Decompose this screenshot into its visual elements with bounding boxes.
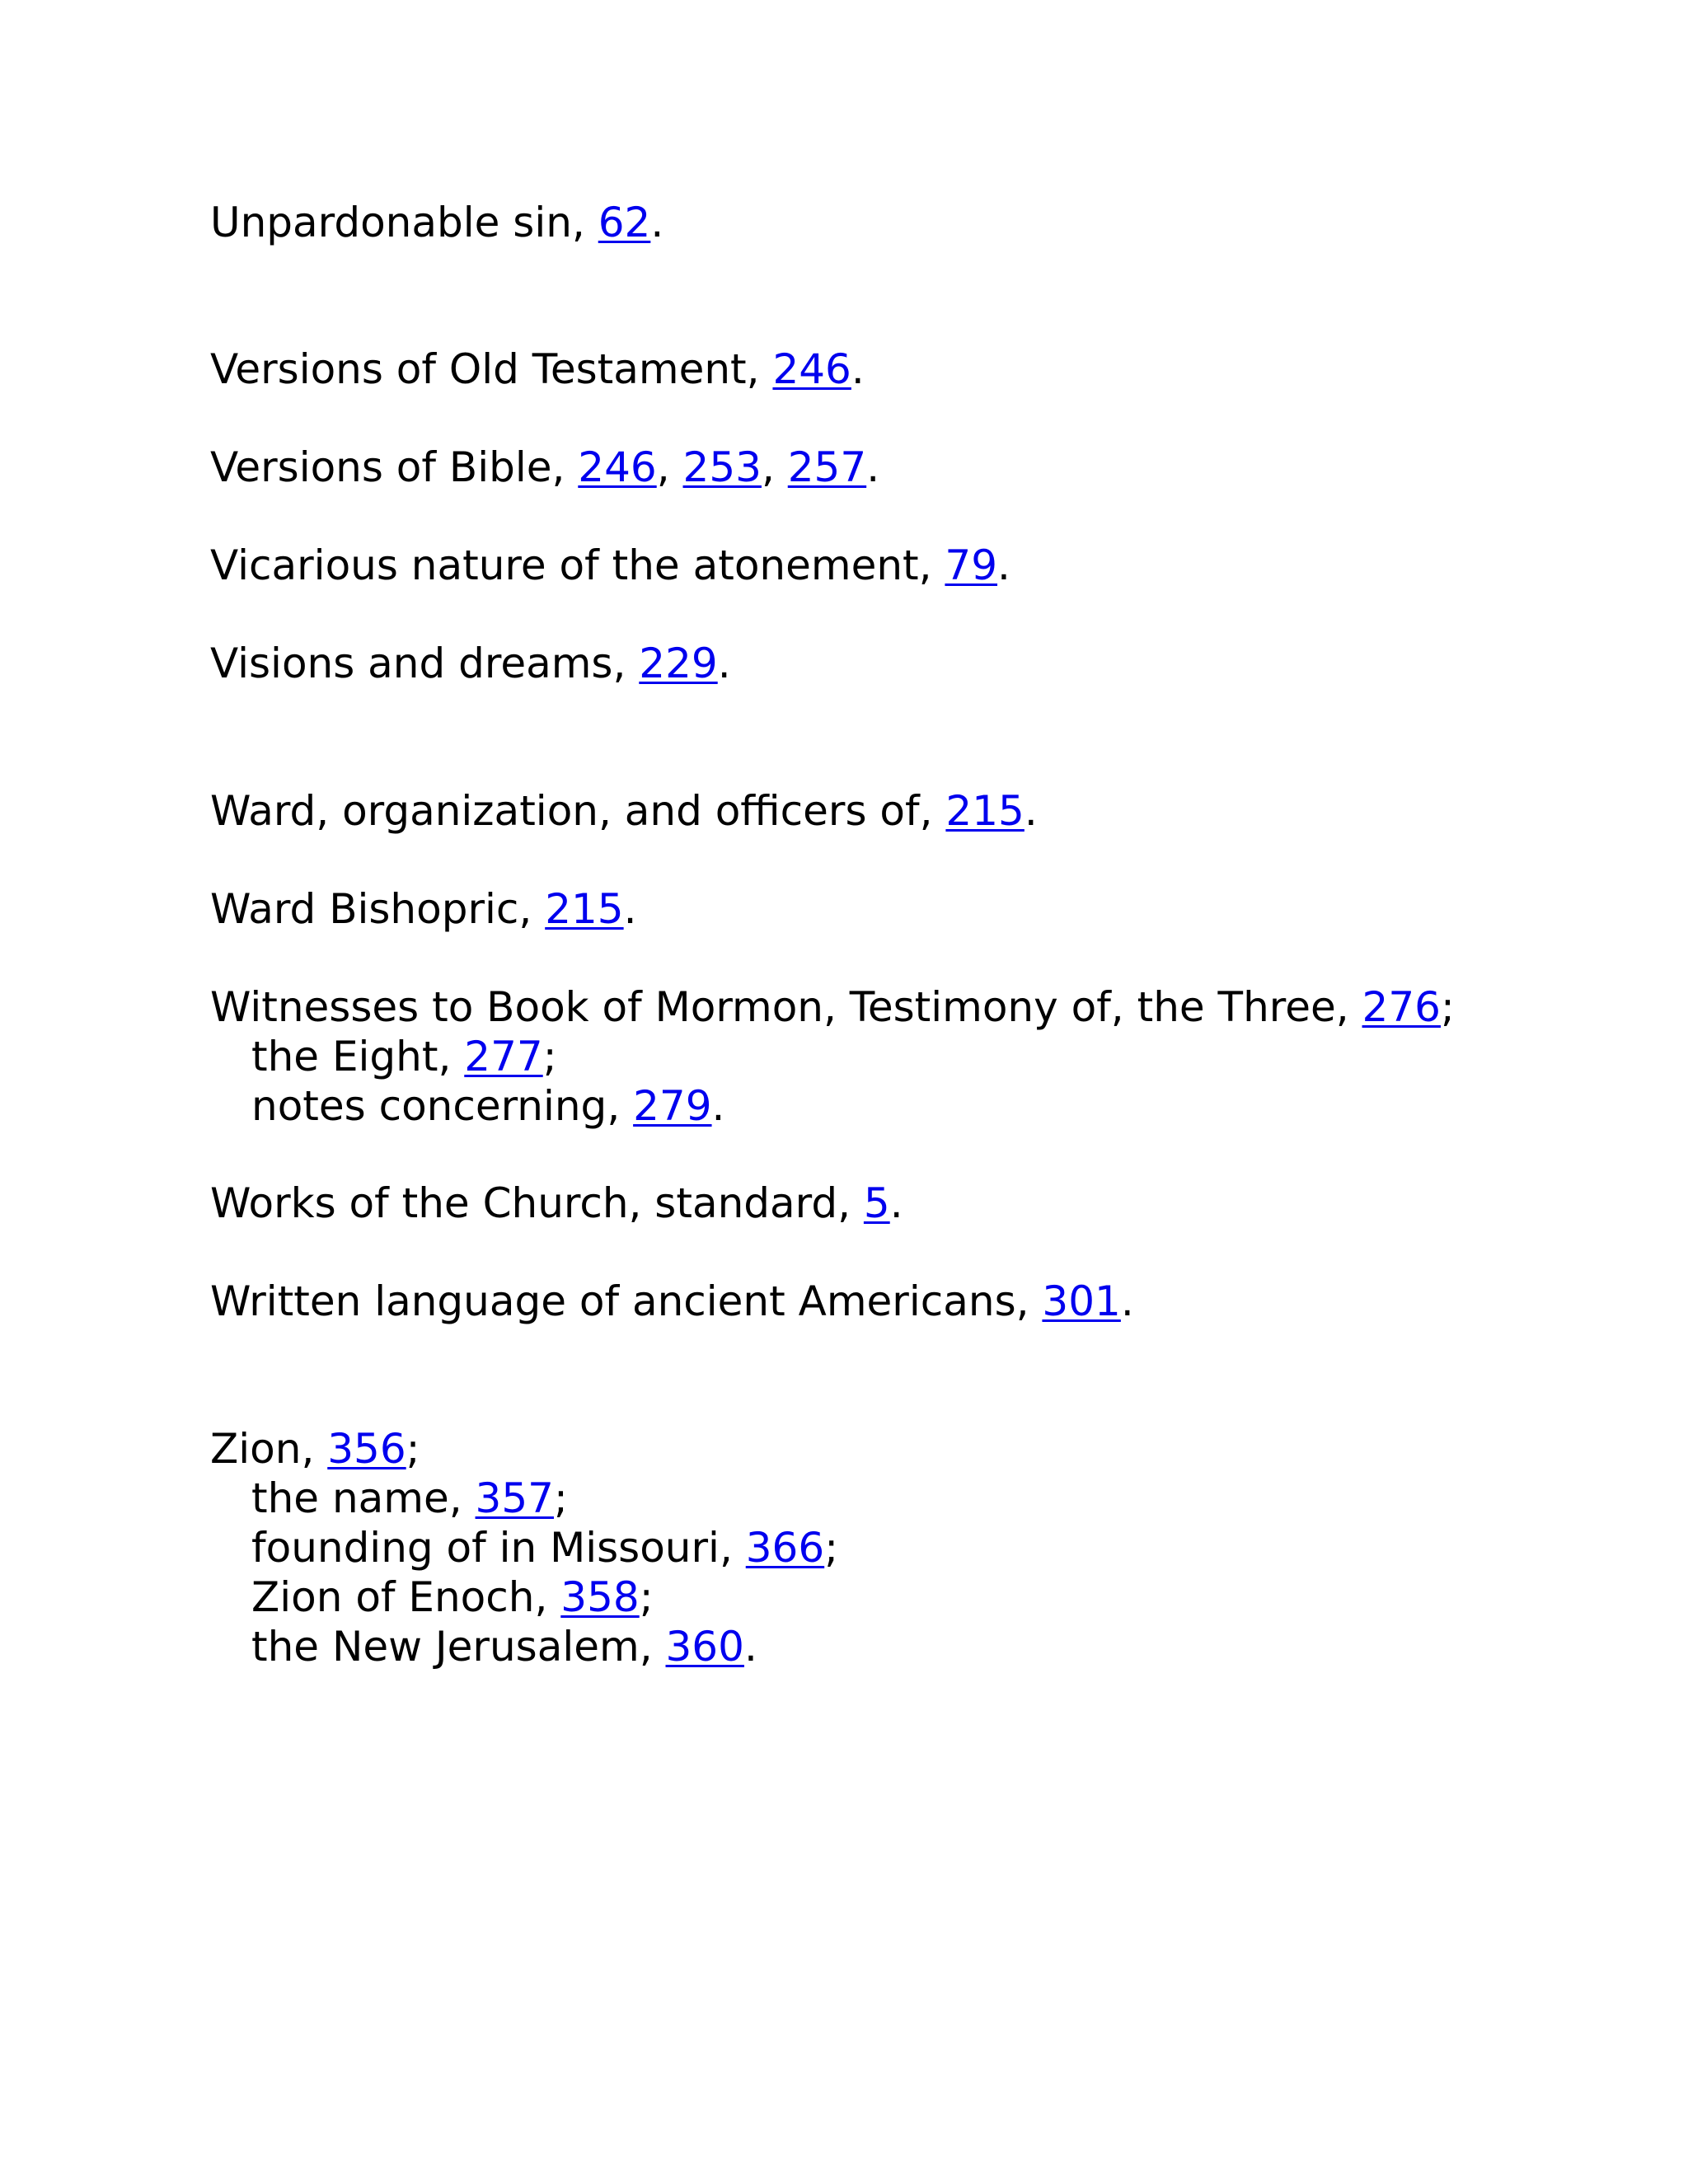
page-link[interactable]: 276 [1362, 983, 1441, 1031]
index-subterm: founding of in Missouri [251, 1524, 720, 1572]
index-subentry: the Eight, 277; [251, 1033, 557, 1080]
index-subentry: founding of in Missouri, 366; [251, 1524, 839, 1572]
index-term: Witnesses to Book of Mormon, Testimony of, the Three [210, 983, 1336, 1031]
index-term: Ward, organization, and officers of [210, 787, 920, 835]
index-subterm: the name [251, 1474, 449, 1522]
index-entry-unpardonable-sin: Unpardonable sin, 62. [210, 199, 664, 246]
page-link[interactable]: 301 [1042, 1277, 1121, 1325]
page-link[interactable]: 360 [665, 1623, 744, 1671]
index-term: Written language of ancient Americans [210, 1277, 1016, 1325]
index-subentry: notes concerning, 279. [251, 1082, 725, 1130]
index-term: Versions of Old Testament [210, 345, 747, 393]
index-term: Versions of Bible [210, 443, 552, 491]
index-term: Vicarious nature of the atonement [210, 541, 919, 589]
page-link[interactable]: 246 [772, 345, 851, 393]
page-link[interactable]: 356 [327, 1425, 406, 1473]
index-term: Ward Bishopric [210, 885, 519, 933]
page-link[interactable]: 357 [475, 1474, 554, 1522]
index-term: Visions and dreams [210, 640, 613, 687]
page-link[interactable]: 215 [945, 787, 1025, 835]
page-link[interactable]: 279 [633, 1082, 712, 1130]
page-link[interactable]: 79 [945, 541, 998, 589]
index-subterm: the Eight [251, 1033, 438, 1080]
page-link[interactable]: 62 [598, 199, 651, 246]
index-entry-works-of-the-church: Works of the Church, standard, 5. [210, 1179, 903, 1227]
page-link[interactable]: 5 [863, 1179, 890, 1227]
index-entry-ward-organization: Ward, organization, and officers of, 215. [210, 787, 1038, 835]
page-link[interactable]: 253 [682, 443, 762, 491]
page-link[interactable]: 358 [560, 1573, 640, 1621]
index-entry-ward-bishopric: Ward Bishopric, 215. [210, 885, 637, 933]
index-entry-vicarious-atonement: Vicarious nature of the atonement, 79. [210, 541, 1010, 589]
page-link[interactable]: 277 [464, 1033, 543, 1080]
index-term: Unpardonable sin [210, 199, 572, 246]
index-entry-witnesses-book-of-mormon: Witnesses to Book of Mormon, Testimony of, the Three, 276; the Eight, 277; notes concerning, 279. [210, 983, 1455, 1130]
index-entry-zion: Zion, 356; the name, 357; founding of in Missouri, 366; Zion of Enoch, 358; the New Jerusalem, 360. [210, 1425, 839, 1671]
index-subentry: the name, 357; [251, 1474, 568, 1522]
index-term: Zion [210, 1425, 302, 1473]
index-subentry: the New Jerusalem, 360. [251, 1623, 757, 1671]
index-subterm: notes concerning [251, 1082, 607, 1130]
page-link[interactable]: 257 [787, 443, 867, 491]
page-link[interactable]: 229 [639, 640, 718, 687]
page-link[interactable]: 366 [745, 1524, 825, 1572]
page-link[interactable]: 215 [545, 885, 624, 933]
index-term: Works of the Church, standard [210, 1179, 838, 1227]
index-entry-versions-of-bible: Versions of Bible, 246, 253, 257. [210, 443, 880, 491]
page-link[interactable]: 246 [578, 443, 657, 491]
index-entry-versions-old-testament: Versions of Old Testament, 246. [210, 345, 865, 393]
index-subentry: Zion of Enoch, 358; [251, 1573, 654, 1621]
index-subterm: Zion of Enoch [251, 1573, 535, 1621]
index-entry-visions-and-dreams: Visions and dreams, 229. [210, 640, 731, 687]
index-entry-written-language: Written language of ancient Americans, 301. [210, 1277, 1134, 1325]
index-subterm: the New Jerusalem [251, 1623, 640, 1671]
